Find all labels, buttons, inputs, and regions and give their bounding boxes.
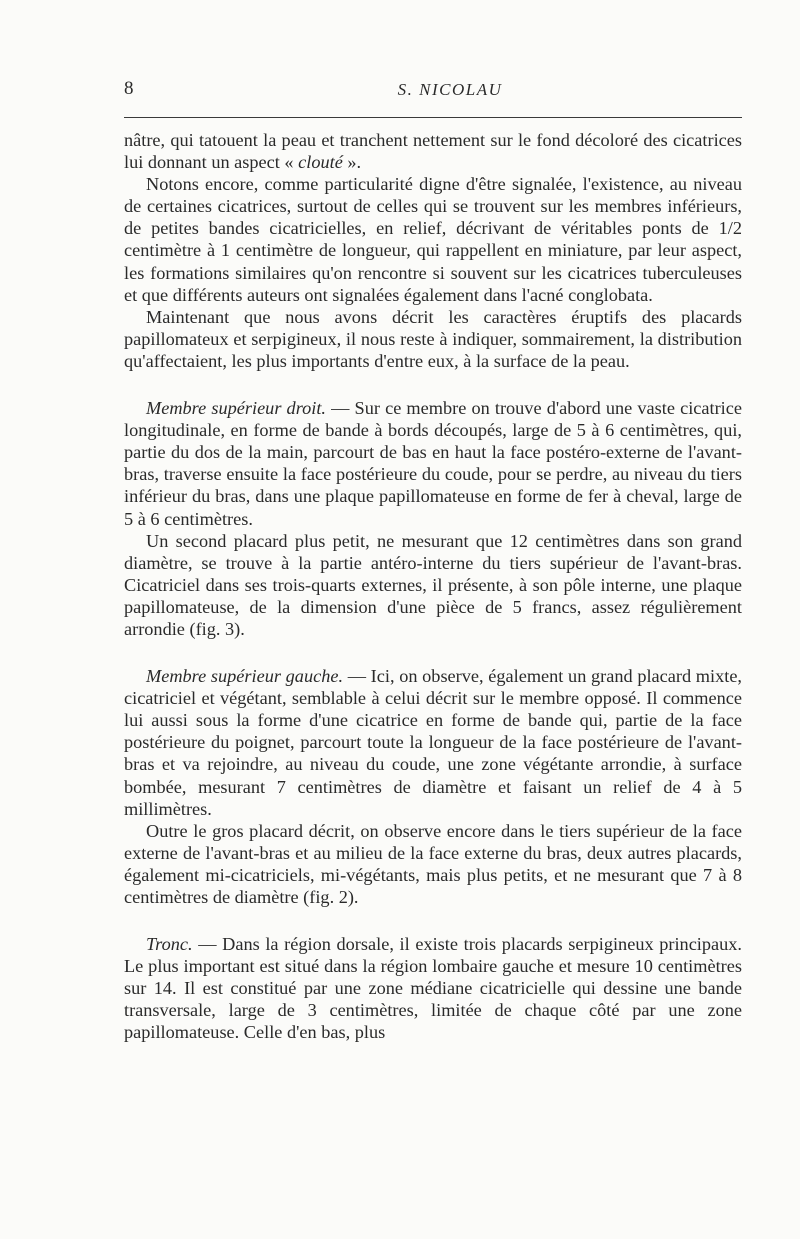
section-heading: Membre supérieur droit. bbox=[146, 398, 327, 419]
italic-emphasis: clouté bbox=[298, 152, 343, 173]
paragraph: Maintenant que nous avons décrit les caractères éruptifs des placards papillomateux et serpigineux, il nous reste à indiquer, sommairement, la distribution qu'affectaient, les plus importants d'entre eux, à la surface de la peau. bbox=[124, 306, 742, 371]
section-heading: Tronc. bbox=[146, 934, 193, 955]
paragraph: Notons encore, comme particularité digne d'être signalée, l'existence, au niveau de certaines cicatrices, surtout de celles qui se trouvent sur les membres inférieurs, de petites bandes cicatricielles, en relief, décrivant de véritables ponts de 1/2 centimètre à 1 centimètre de longueur, qui rappellent en miniature, par leur aspect, les formations similaires qu'on rencontre si souvent sur les cicatrices tuberculeuses et que différents auteurs ont signalées également dans l'acné conglobata. bbox=[124, 174, 742, 305]
running-head: S. NICOLAU bbox=[397, 80, 503, 99]
header-rule bbox=[124, 117, 742, 118]
page-number: 8 bbox=[124, 78, 134, 99]
page-header bbox=[0, 78, 800, 108]
section-paragraph: Membre supérieur droit. — Sur ce membre on trouve d'abord une vaste cicatrice longitudinale, en forme de bande à bords découpés, large de 5 à 6 centimètres, qui, partie du dos de la main, parcourt de bas en haut la face postéro-externe de l'avant-bras, traverse ensuite la face postérieure du coude, pour se perdre, au niveau du tiers inférieur du bras, dans une plaque papillomateuse en forme de fer à cheval, large de 5 à 6 centimètres. bbox=[124, 398, 742, 529]
section-heading: Membre supérieur gauche. bbox=[146, 666, 344, 687]
paragraph: nâtre, qui tatouent la peau et tranchent nettement sur le fond décoloré des cicatrices lui donnant un aspect « clouté ». bbox=[124, 130, 742, 173]
paragraph: Un second placard plus petit, ne mesurant que 12 centimètres dans son grand diamètre, se trouve à la partie antéro-interne du tiers supérieur de l'avant-bras. Cicatriciel dans ses trois-quarts externes, il présente, à son pôle interne, une plaque papillomateuse, de la dimension d'une pièce de 5 francs, assez régulièrement arrondie (fig. 3). bbox=[124, 530, 742, 639]
body-text bbox=[124, 129, 742, 1044]
section-paragraph: Membre supérieur gauche. — Ici, on observe, également un grand placard mixte, cicatriciel et végétant, semblable à celui décrit sur le membre opposé. Il commence lui aussi sous la forme d'une cicatrice en forme de bande qui, partie de la face postérieure du poignet, parcourt toute la longueur de la face postérieure de l'avant-bras et va rejoindre, au niveau du coude, une zone végétante arrondie, à surface bombée, mesurant 7 centimètres de diamètre et faisant un relief de 4 à 5 millimètres. bbox=[124, 666, 742, 819]
paragraph: Outre le gros placard décrit, on observe encore dans le tiers supérieur de la face externe de l'avant-bras et au milieu de la face externe du bras, deux autres placards, également mi-cicatriciels, mi-végétants, mais plus petits, et ne mesurant que 7 à 8 centimètres de diamètre (fig. 2). bbox=[124, 820, 742, 907]
section-paragraph: Tronc. — Dans la région dorsale, il existe trois placards serpigineux principaux. Le plus important est situé dans la région lombaire gauche et mesure 10 centimètres sur 14. Il est constitué par une zone médiane cicatricielle qui dessine une bande transversale, large de 3 centimètres, limitée de chaque côté par une zone papillomateuse. Celle d'en bas, plus bbox=[124, 934, 742, 1043]
